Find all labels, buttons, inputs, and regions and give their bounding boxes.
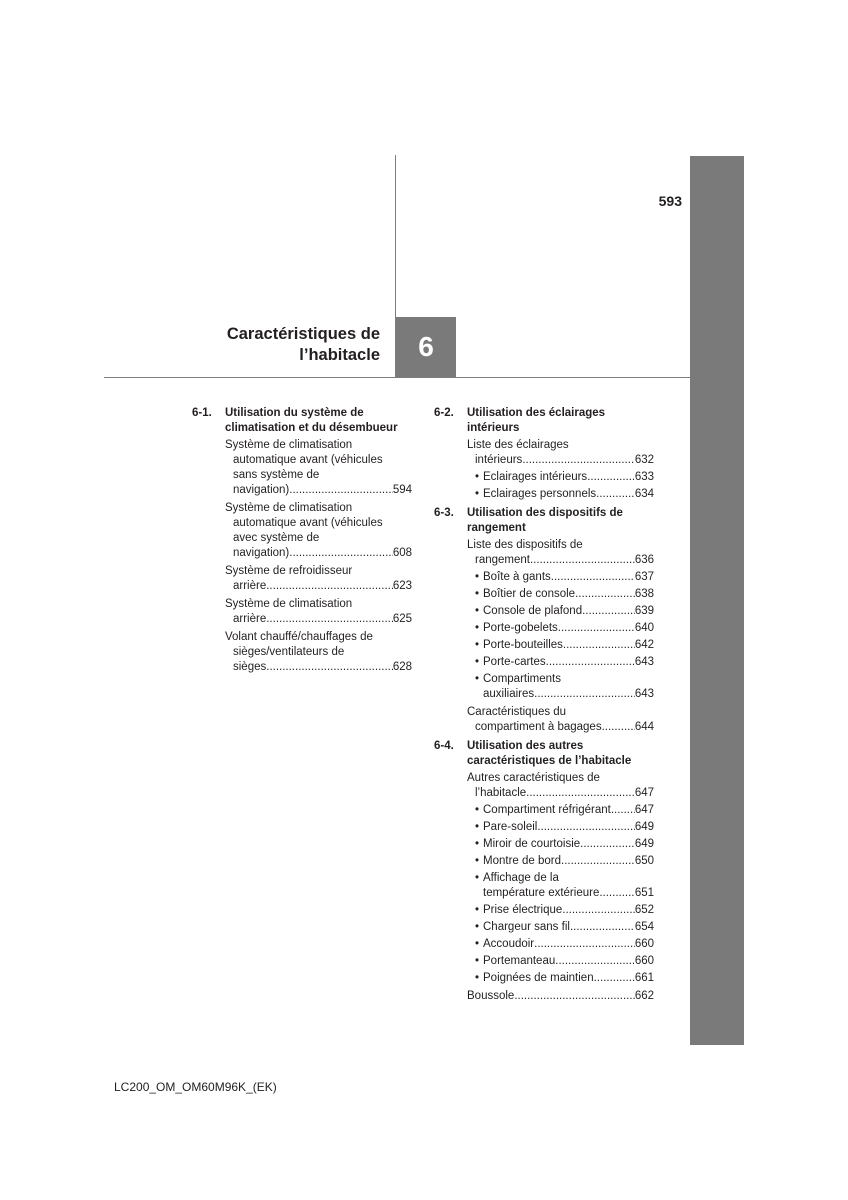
toc-entry-line xyxy=(483,937,654,952)
toc-bullet-entry[interactable] xyxy=(467,655,654,670)
toc-entry[interactable] xyxy=(467,705,654,735)
toc-entry-line: Volant chauffé/chauffages de xyxy=(225,631,373,643)
toc-page-ref[interactable]: 637 xyxy=(634,571,654,583)
chapter-title-line: l’habitacle xyxy=(299,346,380,364)
toc-entry-text: Porte-cartes xyxy=(483,656,546,668)
leader-dots xyxy=(266,612,393,627)
section-title-line: climatisation et du désembueur xyxy=(225,422,398,434)
toc-bullet-entry[interactable] xyxy=(467,954,654,969)
toc-entry-line xyxy=(483,837,654,852)
toc-entry-text: Chargeur sans fil xyxy=(483,921,570,933)
toc-entry-line xyxy=(483,687,654,702)
leader-dots xyxy=(558,621,635,636)
toc-entry-line: Système de refroidisseur xyxy=(225,565,353,577)
toc-entry-text: intérieurs xyxy=(475,454,523,466)
toc-bullet-entry[interactable] xyxy=(467,570,654,585)
toc-entry-line xyxy=(483,920,654,935)
bullet-marker: • xyxy=(475,872,480,884)
toc-bullet-entry[interactable] xyxy=(467,672,654,702)
leader-dots xyxy=(580,837,635,852)
leader-dots xyxy=(522,453,635,468)
leader-dots xyxy=(546,655,635,670)
toc-entry-text: auxiliaires xyxy=(483,688,535,700)
toc-entry[interactable] xyxy=(225,438,412,498)
toc-entry-line xyxy=(483,570,654,585)
chapter-title xyxy=(227,324,380,366)
toc-entry-line: sans système de xyxy=(233,469,320,481)
toc-entry-line: Système de climatisation xyxy=(225,598,353,610)
toc-entry-line: automatique avant (véhicules xyxy=(233,517,383,529)
bullet-marker: • xyxy=(475,821,480,833)
toc-entry-text: rangement xyxy=(475,554,530,566)
toc-entry-line xyxy=(483,604,654,619)
section-title-line: intérieurs xyxy=(467,422,520,434)
leader-dots xyxy=(289,483,393,498)
toc-entry[interactable] xyxy=(225,597,412,627)
toc-page-ref[interactable]: 652 xyxy=(634,904,654,916)
toc-bullet-entry[interactable] xyxy=(467,621,654,636)
toc-entry-text: Poignées de maintien xyxy=(483,972,594,984)
bullet-marker: • xyxy=(475,571,480,583)
bullet-marker: • xyxy=(475,921,480,933)
toc-bullet-entry[interactable] xyxy=(467,920,654,935)
toc-entry-line xyxy=(483,903,654,918)
toc-page-ref[interactable]: 650 xyxy=(634,855,654,867)
leader-dots xyxy=(534,687,635,702)
toc-page-ref[interactable]: 662 xyxy=(634,990,654,1002)
section-title-line: Utilisation des dispositifs de xyxy=(467,507,623,519)
bullet-marker: • xyxy=(475,488,480,500)
toc-page-ref[interactable]: 623 xyxy=(392,580,412,592)
toc-entry-line: Liste des dispositifs de xyxy=(467,539,583,551)
chapter-number-box xyxy=(396,317,456,377)
section-title-line: rangement xyxy=(467,522,526,534)
toc-entry-line: avec système de xyxy=(233,532,320,544)
toc-page-ref[interactable]: 636 xyxy=(634,554,654,566)
leader-dots xyxy=(266,660,393,675)
toc-page-ref[interactable]: 661 xyxy=(634,972,654,984)
toc-entry[interactable] xyxy=(467,538,654,568)
toc-entry-line xyxy=(483,954,654,969)
toc-page-ref[interactable]: 634 xyxy=(634,488,654,500)
toc-entry-text: Accoudoir xyxy=(483,938,535,950)
toc-page-ref[interactable]: 608 xyxy=(392,547,412,559)
toc-entry-text: Boîte à gants xyxy=(483,571,551,583)
toc-entry-text: Boussole xyxy=(467,990,515,1002)
toc-entry-line: Système de climatisation xyxy=(225,439,353,451)
toc-entry[interactable] xyxy=(467,438,654,468)
toc-page-ref[interactable]: 647 xyxy=(634,787,654,799)
leader-dots xyxy=(561,854,635,869)
leader-dots xyxy=(562,903,635,918)
toc-entry[interactable] xyxy=(225,564,412,594)
toc-column-left xyxy=(192,406,412,677)
toc-bullet-entry[interactable] xyxy=(467,971,654,986)
toc-entry-text: Miroir de courtoisie xyxy=(483,838,581,850)
toc-entry-line: Compartiments xyxy=(483,673,561,685)
toc-page-ref[interactable]: 639 xyxy=(634,605,654,617)
bullet-marker: • xyxy=(475,471,480,483)
bullet-marker: • xyxy=(475,955,480,967)
toc-page-ref[interactable]: 654 xyxy=(634,921,654,933)
toc-entry-line: Autres caractéristiques de xyxy=(467,772,600,784)
toc-bullet-entry[interactable] xyxy=(467,604,654,619)
bullet-marker: • xyxy=(475,588,480,600)
toc-entry-text: température extérieure xyxy=(483,887,600,899)
bullet-marker: • xyxy=(475,938,480,950)
toc-page-ref[interactable]: 643 xyxy=(634,656,654,668)
toc-entry-text: Prise électrique xyxy=(483,904,563,916)
toc-entry-text: Boîtier de console xyxy=(483,588,576,600)
bullet-marker: • xyxy=(475,605,480,617)
toc-column-right xyxy=(434,406,654,1006)
toc-entry-text: navigation) xyxy=(233,547,290,559)
toc-entry-line xyxy=(467,453,654,468)
toc-page-ref[interactable]: 628 xyxy=(392,661,412,673)
leader-dots xyxy=(602,720,635,735)
toc-entry-text: Console de plafond xyxy=(483,605,583,617)
toc-page-ref[interactable]: 594 xyxy=(392,484,412,496)
bullet-marker: • xyxy=(475,855,480,867)
toc-entry-line xyxy=(467,786,654,801)
horizontal-divider xyxy=(104,377,690,378)
toc-entry-line: sièges/ventilateurs de xyxy=(233,646,345,658)
toc-page-ref[interactable]: 649 xyxy=(634,838,654,850)
footer-code: LC200_OM_OM60M96K_(EK) xyxy=(114,1080,277,1094)
leader-dots xyxy=(530,553,635,568)
section-title-line: caractéristiques de l’habitacle xyxy=(467,755,632,767)
toc-bullet-entry[interactable] xyxy=(467,937,654,952)
toc-entry[interactable] xyxy=(225,630,412,675)
toc-bullet-entry[interactable] xyxy=(467,837,654,852)
toc-entry-text: Portemanteau xyxy=(483,955,556,967)
toc-page-ref[interactable]: 643 xyxy=(634,688,654,700)
toc-entry-line: Système de climatisation xyxy=(225,502,353,514)
toc-bullet-entry[interactable] xyxy=(467,470,654,485)
toc-entry-line xyxy=(483,971,654,986)
toc-page-ref[interactable]: 632 xyxy=(634,454,654,466)
bullet-marker: • xyxy=(475,904,480,916)
section-title-line: Utilisation des éclairages xyxy=(467,407,606,419)
bullet-marker: • xyxy=(475,639,480,651)
toc-bullet-entry[interactable] xyxy=(467,820,654,835)
toc-bullet-entry[interactable] xyxy=(467,638,654,653)
chapter-number: 6 xyxy=(418,331,434,362)
toc-entry-text: Pare-soleil xyxy=(483,821,538,833)
bullet-marker: • xyxy=(475,656,480,668)
toc-page-ref[interactable]: 638 xyxy=(634,588,654,600)
toc-bullet-entry[interactable] xyxy=(467,487,654,502)
bullet-marker: • xyxy=(475,804,480,816)
toc-entry-text: Compartiment réfrigérant xyxy=(483,804,611,816)
section-number: 6-2. xyxy=(434,407,454,419)
toc-page-ref[interactable]: 633 xyxy=(634,471,654,483)
toc-entry-line xyxy=(483,803,654,818)
toc-entry-text: l’habitacle xyxy=(475,787,527,799)
toc-entry-line xyxy=(483,886,654,901)
leader-dots xyxy=(582,604,635,619)
toc-entry-line xyxy=(483,621,654,636)
toc-entry-line: Affichage de la xyxy=(483,872,559,884)
toc-section xyxy=(434,506,654,735)
leader-dots xyxy=(563,638,635,653)
toc-section xyxy=(192,406,412,675)
toc-entry[interactable] xyxy=(467,771,654,801)
toc-entry-text: Montre de bord xyxy=(483,855,561,867)
toc-entry-text: arrière xyxy=(233,580,267,592)
toc-entry-text: Eclairages intérieurs xyxy=(483,471,588,483)
toc-page-ref[interactable]: 651 xyxy=(634,887,654,899)
leader-dots xyxy=(534,937,635,952)
toc-entry-line xyxy=(467,553,654,568)
toc-entry-line xyxy=(225,660,412,675)
section-number: 6-1. xyxy=(192,407,212,419)
toc-entry-text: Eclairages personnels xyxy=(483,488,597,500)
toc-page-ref[interactable]: 625 xyxy=(392,613,412,625)
toc-entry-line xyxy=(225,483,412,498)
leader-dots xyxy=(537,820,634,835)
toc-page-ref[interactable]: 649 xyxy=(634,821,654,833)
toc-page-ref[interactable]: 640 xyxy=(634,622,654,634)
leader-dots xyxy=(599,886,634,901)
bullet-marker: • xyxy=(475,972,480,984)
toc-entry[interactable] xyxy=(467,989,654,1004)
toc-section xyxy=(434,406,654,502)
section-number: 6-4. xyxy=(434,740,454,752)
toc-page-ref[interactable]: 647 xyxy=(634,804,654,816)
toc-entry-text: compartiment à bagages xyxy=(475,721,602,733)
toc-entry-line xyxy=(225,579,412,594)
toc-bullet-entry[interactable] xyxy=(467,803,654,818)
toc-entry-text: Porte-bouteilles xyxy=(483,639,563,651)
toc-section xyxy=(434,739,654,1004)
toc-entry-line xyxy=(483,854,654,869)
toc-entry-line xyxy=(225,546,412,561)
toc-bullet-entry[interactable] xyxy=(467,903,654,918)
toc-bullet-entry[interactable] xyxy=(467,587,654,602)
toc-bullet-entry[interactable] xyxy=(467,871,654,901)
toc-entry-text: sièges xyxy=(233,661,267,673)
toc-page-ref[interactable]: 660 xyxy=(634,955,654,967)
chapter-title-line: Caractéristiques de xyxy=(226,325,380,343)
toc-entry-line xyxy=(483,470,654,485)
toc-entry-line xyxy=(467,720,654,735)
leader-dots xyxy=(514,989,635,1004)
leader-dots xyxy=(551,570,635,585)
toc-page-ref[interactable]: 660 xyxy=(634,938,654,950)
leader-dots xyxy=(555,954,635,969)
bullet-marker: • xyxy=(475,622,480,634)
leader-dots xyxy=(596,487,635,502)
toc-bullet-entry[interactable] xyxy=(467,854,654,869)
leader-dots xyxy=(594,971,635,986)
leader-dots xyxy=(611,803,635,818)
chapter-side-tab xyxy=(690,156,744,1045)
toc-entry-line xyxy=(225,612,412,627)
toc-page-ref[interactable]: 642 xyxy=(634,639,654,651)
page-number: 593 xyxy=(658,193,682,209)
bullet-marker: • xyxy=(475,673,480,685)
section-number: 6-3. xyxy=(434,507,454,519)
toc-entry-line xyxy=(483,587,654,602)
bullet-marker: • xyxy=(475,838,480,850)
leader-dots xyxy=(570,920,635,935)
toc-entry-text: arrière xyxy=(233,613,267,625)
toc-entry-text: navigation) xyxy=(233,484,290,496)
leader-dots xyxy=(575,587,635,602)
section-title-line: Utilisation des autres xyxy=(467,740,584,752)
leader-dots xyxy=(289,546,393,561)
toc-entry-line: automatique avant (véhicules xyxy=(233,454,383,466)
toc-entry-line xyxy=(467,989,654,1004)
toc-entry[interactable] xyxy=(225,501,412,561)
leader-dots xyxy=(266,579,393,594)
section-title-line: Utilisation du système de xyxy=(225,407,364,419)
toc-entry-text: Porte-gobelets xyxy=(483,622,558,634)
leader-dots xyxy=(526,786,635,801)
toc-entry-line xyxy=(483,487,654,502)
toc-page-ref[interactable]: 644 xyxy=(634,721,654,733)
toc-entry-line xyxy=(483,655,654,670)
toc-entry-line xyxy=(483,638,654,653)
toc-entry-line xyxy=(483,820,654,835)
leader-dots xyxy=(587,470,635,485)
toc-entry-line: Liste des éclairages xyxy=(467,439,569,451)
toc-entry-line: Caractéristiques du xyxy=(467,706,567,718)
